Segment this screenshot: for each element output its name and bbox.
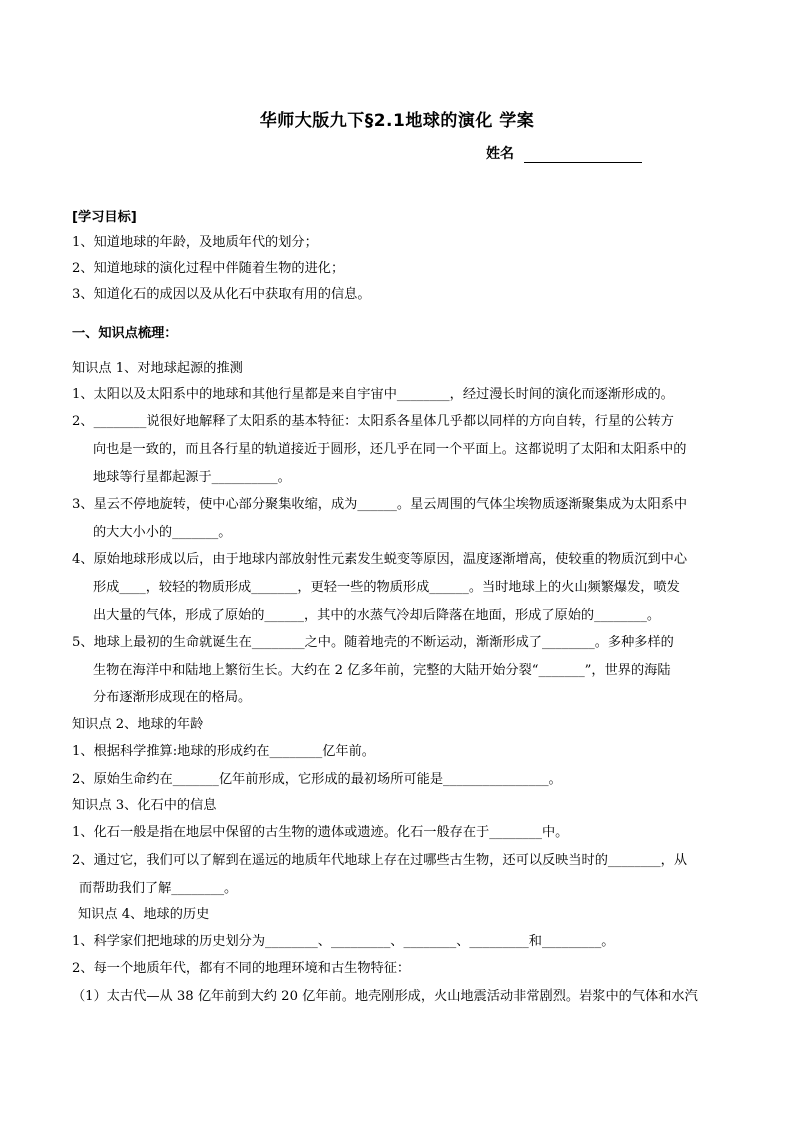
text-line: [学习目标]	[72, 210, 137, 225]
text-line: 2、原始生命约在_______亿年前形成，它形成的最初场所可能是________________。	[72, 772, 562, 787]
text-line: 1、科学家们把地球的历史划分为________、_________、________、_________和_________。	[72, 934, 615, 949]
text-line: 向也是一致的，而且各行星的轨道接近于圆形，还几乎在同一个平面上。这都说明了太阳和太阳系中的	[93, 442, 687, 457]
text-line: 知识点 1、对地球起源的推测	[72, 361, 243, 376]
text-line: 2、________说很好地解释了太阳系的基本特征：太阳系各星体几乎都以同样的方向自转，行星的公转方	[72, 414, 674, 429]
text-line: 知识点 4、地球的历史	[78, 907, 210, 922]
name-blank-line[interactable]	[524, 148, 642, 163]
text-line: 1、太阳以及太阳系中的地球和其他行星都是来自宇宙中________，经过漫长时间的演化而逐渐形成的。	[72, 387, 674, 402]
name-label: 姓名	[486, 146, 514, 162]
text-line: 3、星云不停地旋转，使中心部分聚集收缩，成为______。星云周围的气体尘埃物质逐渐聚集成为太阳系中	[72, 497, 688, 512]
text-line: 3、知道化石的成因以及从化石中获取有用的信息。	[72, 287, 371, 302]
text-line: 形成____，较轻的物质形成_______，更轻一些的物质形成______。当时地球上的火山频繁爆发，喷发	[93, 580, 680, 595]
text-line: 1、根据科学推算:地球的形成约在________亿年前。	[72, 744, 375, 759]
text-line: 2、知道地球的演化过程中伴随着生物的进化；	[72, 261, 345, 276]
text-line: 1、知道地球的年龄，及地质年代的划分；	[72, 235, 318, 250]
text-line: 4、原始地球形成以后，由于地球内部放射性元素发生蜕变等原因，温度逐渐增高，使较重的物质沉到中心	[72, 552, 688, 567]
text-line: 知识点 3、化石中的信息	[72, 798, 217, 813]
text-line: 的大大小小的_______。	[93, 525, 232, 540]
text-line: 生物在海洋中和陆地上繁衍生长。大约在 2 亿多年前，完整的大陆开始分裂“_______”，世界的海陆	[93, 663, 671, 678]
text-line: 出大量的气体，形成了原始的______，其中的水蒸气冷却后降落在地面，形成了原始的________。	[93, 608, 661, 623]
text-line: 2、每一个地质年代，都有不同的地理环境和古生物特征：	[72, 961, 411, 976]
text-line: 而帮助我们了解________。	[79, 881, 238, 896]
name-field-row	[486, 143, 642, 163]
text-line: 5、地球上最初的生命就诞生在________之中。随着地壳的不断运动，渐渐形成了________。多种多样的	[72, 635, 674, 650]
text-line: （1）太古代—从 38 亿年前到大约 20 亿年前。地壳刚形成，火山地震活动非常剧烈。岩浆中的气体和水汽	[72, 989, 698, 1004]
text-line: 一、知识点梳理：	[72, 326, 178, 341]
text-line: 知识点 2、地球的年龄	[72, 717, 204, 732]
page-title: 华师大版九下§2.1地球的演化 学案	[259, 111, 535, 131]
text-line: 2、通过它，我们可以了解到在遥远的地质年代地球上存在过哪些古生物，还可以反映当时的________，从	[72, 853, 688, 868]
text-line: 分布逐渐形成现在的格局。	[93, 690, 252, 705]
text-line: 地球等行星都起源于__________。	[93, 470, 291, 485]
text-line: 1、化石一般是指在地层中保留的古生物的遗体或遗迹。化石一般存在于________中。	[72, 825, 569, 840]
